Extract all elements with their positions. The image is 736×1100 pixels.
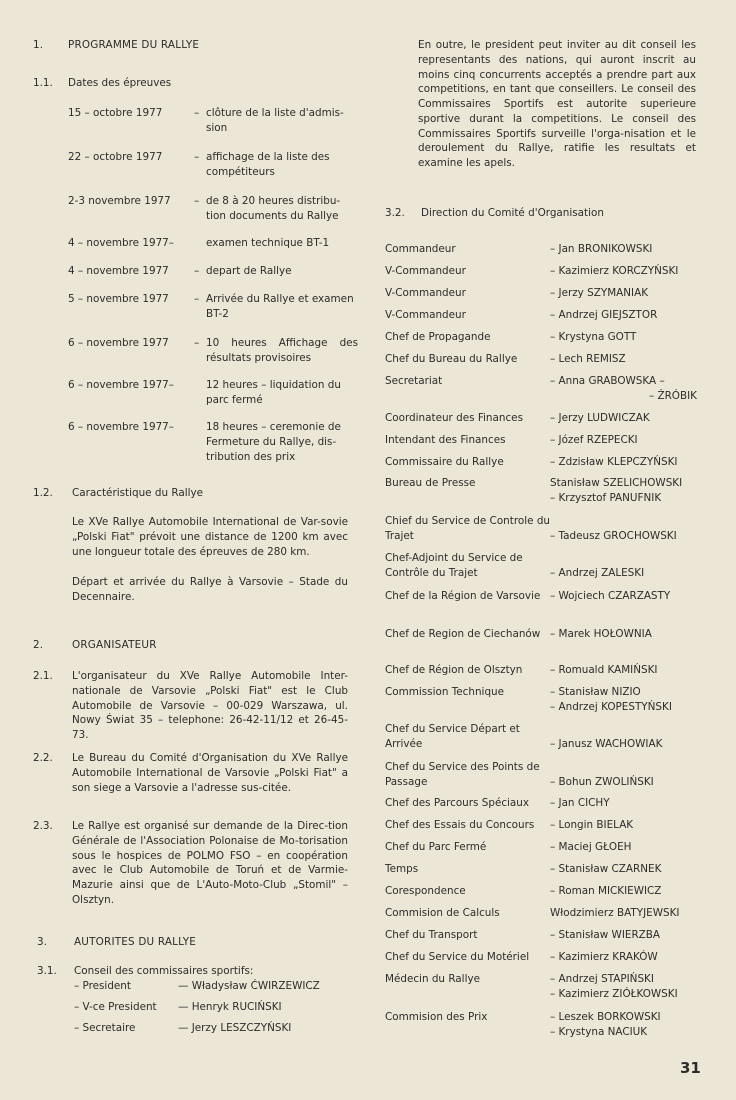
committee-row [385,685,697,715]
date-row [68,236,358,251]
section-2-1-text: L'organisateur du XVe Rallye Automobile Inter-nationale de Varsovie „Polski Fiat" est le Club Automobile de Varsovie – 00-029 Warszawa, ul. Nowy Świat 35 – telephone: 26-42-11/12 et 26-45-73. [72,670,348,742]
date-row [68,292,358,322]
date-dash: – [194,195,200,207]
date-cell: 15 – octobre 1977 [68,107,163,119]
section-3-title: AUTORITES DU RALLYE [74,936,197,948]
rally-description: Le XVe Rallye Automobile International de Var-sovie „Polski Fiat" prévoit une distance de 1200 km avec une longueur totale des épreuves de 280 km. [72,516,348,558]
committee-role: Chef de Propagande [385,331,491,343]
date-dash [194,420,206,464]
committee-row [385,433,697,448]
date-row [68,420,358,464]
commissaire-role: – Secretaire [74,1022,136,1034]
committee-row [385,818,697,833]
committee-name: – Andrzej STAPIŃSKI [550,973,654,985]
committee-role: Chef de la Région de Varsovie [385,590,541,602]
commissaire-row [74,979,354,994]
committee-role: Commissaire du Rallye [385,456,504,468]
section-2-3-text: Le Rallye est organisé sur demande de la Direc-tion Générale de l'Association Polonaise de Mo-torisation sous le hospices de POLMO FSO – en coopération avec le Club Automobile de Toruń et de Varmie-Mazurie ainsi que de L'Auto-Moto-Club „Stomil" – Olsztyn. [72,820,348,906]
committee-name: – Andrzej KOPESTYŃSKI [550,700,672,713]
committee-name: – Lech REMISZ [550,353,626,365]
committee-row [385,972,697,1002]
section-3-1-number: 3.1. [37,965,57,977]
date-dash: – [194,107,200,119]
committee-role: Commandeur [385,243,456,255]
date-event: affichage de la liste des compétiteurs [206,151,330,178]
committee-name: – Andrzej GIEJSZTOR [550,309,658,321]
section-1-title: PROGRAMME DU RALLYE [68,39,200,51]
committee-name: – Kazimierz ZIÓŁKOWSKI [550,987,678,1000]
committee-role: Chef-Adjoint du Service de Contrôle du Trajet [385,552,523,579]
committee-row [385,411,697,426]
section-1-2-number: 1.2. [33,487,53,499]
committee-name: – Jan CICHY [550,797,610,809]
date-event: Arrivée du Rallye et examen BT-2 [206,293,354,320]
committee-role: Chef de Région de Olsztyn [385,664,523,676]
committee-role: Chef du Bureau du Rallye [385,353,518,365]
date-dash: – [194,265,200,277]
date-dash: – [194,337,200,349]
committee-name: – Stanisław WIERZBA [550,929,661,941]
committee-row [385,455,697,470]
committee-row [385,1010,697,1040]
committee-role: Commision de Calculs [385,907,500,919]
committee-role: Intendant des Finances [385,434,506,446]
committee-role: Chef de Region de Ciechanów [385,628,541,640]
commissaire-name: — Jerzy LESZCZYŃSKI [178,1022,292,1034]
date-event: clôture de la liste d'admis-sion [206,107,344,134]
date-cell: 4 – novembre 1977– [68,237,174,249]
committee-role: Secretariat [385,375,443,387]
date-row [68,106,358,136]
committee-name: – Andrzej ZALESKI [550,566,645,579]
committee-row [385,286,697,301]
committee-row [385,589,697,604]
commissaire-role: – President [74,980,131,992]
committee-role: Chef du Transport [385,929,478,941]
conseil-paragraph: En outre, le president peut inviter au dit conseil les representants des nations, qui auront inscrit au moins cinq concurrents acceptés a prendre part aux competitions, en tant que conseillers. Le conseil des Commissaires Sportifs est autorite superieure sportive durant la competitions. Le conseil des Commissaires Sportifs surveille l'orga-nisation et le deroulement du Rallye, ratifie les resultats et examine les apels. [418,39,696,170]
date-cell: 22 – octobre 1977 [68,151,163,163]
committee-name: – Krzysztof PANUFNIK [550,491,662,504]
date-event: de 8 à 20 heures distribu-tion documents du Rallye [206,195,341,222]
committee-name: Stanisław SZELICHOWSKI [550,477,683,489]
committee-role: Chef des Parcours Spéciaux [385,797,530,809]
committee-role: Temps [385,863,419,875]
committee-name: – Maciej GŁOEH [550,841,632,853]
committee-name: – Jerzy SZYMANIAK [550,287,649,299]
committee-role: V-Commandeur [385,309,466,321]
committee-name: – Tadeusz GROCHOWSKI [550,529,677,542]
commissaire-name: — Władysław ĆWIRZEWICZ [178,980,320,992]
committee-role: Corespondence [385,885,466,897]
date-cell: 6 – novembre 1977– [68,421,174,433]
committee-row [385,352,697,367]
committee-role: Chef du Service du Motériel [385,951,530,963]
committee-role: V-Commandeur [385,265,466,277]
date-row [68,194,358,224]
section-1-1-title: Dates des épreuves [68,77,172,89]
committee-role: Chef du Service Départ et Arrivée [385,723,520,750]
date-event: 18 heures – ceremonie de Fermeture du Rallye, dis-tribution des prix [206,421,341,463]
commissaire-name: — Henryk RUCIŃSKI [178,1001,282,1013]
committee-name: – Marek HOŁOWNIA [550,628,652,640]
committee-name: – Bohun ZWOLIŃSKI [550,775,654,788]
committee-role: Médecin du Rallye [385,973,480,985]
committee-row [385,242,697,257]
committee-name: – Kazimierz KORCZYŃSKI [550,265,679,277]
committee-name: – Stanisław NIZIO [550,686,641,698]
date-dash: – [194,293,200,305]
date-dash: – [194,151,200,163]
committee-name: – Wojciech CZARZASTY [550,590,671,602]
committee-role: Chief du Service de Controle du Trajet [385,515,550,542]
section-2-1-number: 2.1. [33,670,53,682]
section-1-number: 1. [33,39,44,51]
committee-row [385,551,697,581]
committee-row [385,928,697,943]
committee-row [385,840,697,855]
section-3-number: 3. [37,936,48,948]
date-event: 10 heures Affichage des résultats provisoires [206,337,358,364]
committee-role: Coordinateur des Finances [385,412,523,424]
section-3-1-title: Conseil des commissaires sportifs: [74,965,254,977]
committee-role: V-Commandeur [385,287,466,299]
commissaire-row [74,1021,354,1036]
committee-role: Chef du Service des Points de Passage [385,761,540,788]
committee-row [385,264,697,279]
date-dash [194,378,206,408]
committee-role: Chef des Essais du Concours [385,819,535,831]
committee-name: – Krystyna NACIUK [550,1025,648,1038]
date-dash [194,236,206,251]
section-2-3-number: 2.3. [33,820,53,832]
date-row [68,150,358,180]
committee-row [385,760,697,790]
date-event: examen technique BT-1 [206,237,330,249]
committee-row [385,862,697,877]
committee-role: Commision des Prix [385,1011,488,1023]
date-event: 12 heures – liquidation du parc fermé [206,379,341,406]
committee-row [385,514,697,544]
section-3-2-number: 3.2. [385,207,405,219]
date-cell: 2-3 novembre 1977 [68,195,171,207]
committee-name: – Leszek BORKOWSKI [550,1011,661,1023]
committee-row [385,627,697,642]
committee-name: – Krystyna GOTT [550,331,637,343]
section-2-2-text: Le Bureau du Comité d'Organisation du XVe Rallye Automobile International de Varsovie „Polski Fiat" a son siege a Varsovie a l'adresse sus-citée. [72,752,348,794]
committee-name: – Jan BRONIKOWSKI [550,243,653,255]
committee-role: Bureau de Presse [385,477,476,489]
committee-name: – Józef RZEPECKI [550,434,638,446]
section-2-title: ORGANISATEUR [72,639,157,651]
date-cell: 4 – novembre 1977 [68,265,169,277]
committee-name: – Anna GRABOWSKA – [550,375,665,387]
date-cell: 5 – novembre 1977 [68,293,169,305]
date-cell: 6 – novembre 1977 [68,337,169,349]
section-3-2-title: Direction du Comité d'Organisation [421,207,604,219]
date-row [68,336,358,366]
commissaire-role: – V-ce President [74,1001,157,1013]
date-row [68,378,358,408]
page-number: 31 [680,1059,701,1077]
committee-name: – Jerzy LUDWICZAK [550,412,650,424]
committee-row [385,796,697,811]
committee-name: – Romuald KAMIŃSKI [550,664,658,676]
date-event: depart de Rallye [206,265,292,277]
committee-row [385,884,697,899]
committee-row [385,722,697,752]
committee-role: Chef du Parc Fermé [385,841,487,853]
committee-name: – Janusz WACHOWIAK [550,737,663,750]
committee-row [385,950,697,965]
commissaire-row [74,1000,354,1015]
section-2-number: 2. [33,639,44,651]
committee-name: – Zdzisław KLEPCZYŃSKI [550,456,678,468]
committee-row [385,906,697,921]
committee-row [385,663,697,678]
committee-name: – Roman MICKIEWICZ [550,885,662,897]
committee-row [385,308,697,323]
rally-start-finish: Départ et arrivée du Rallye à Varsovie – Stade du Decennaire. [72,576,348,603]
section-1-1-number: 1.1. [33,77,53,89]
committee-row [385,374,697,404]
section-2-2-number: 2.2. [33,752,53,764]
committee-name: – Kazimierz KRAKÓW [550,951,658,963]
committee-row [385,476,697,506]
committee-name: – ŻRÓBIK [648,389,697,402]
committee-name: Włodzimierz BATYJEWSKI [550,907,680,919]
date-cell: 6 – novembre 1977– [68,379,174,391]
date-row [68,264,358,279]
committee-name: – Stanisław CZARNEK [550,863,662,875]
committee-name: – Longin BIELAK [550,819,634,831]
committee-role: Commission Technique [385,686,505,698]
section-1-2-title: Caractéristique du Rallye [72,487,204,499]
committee-row [385,330,697,345]
